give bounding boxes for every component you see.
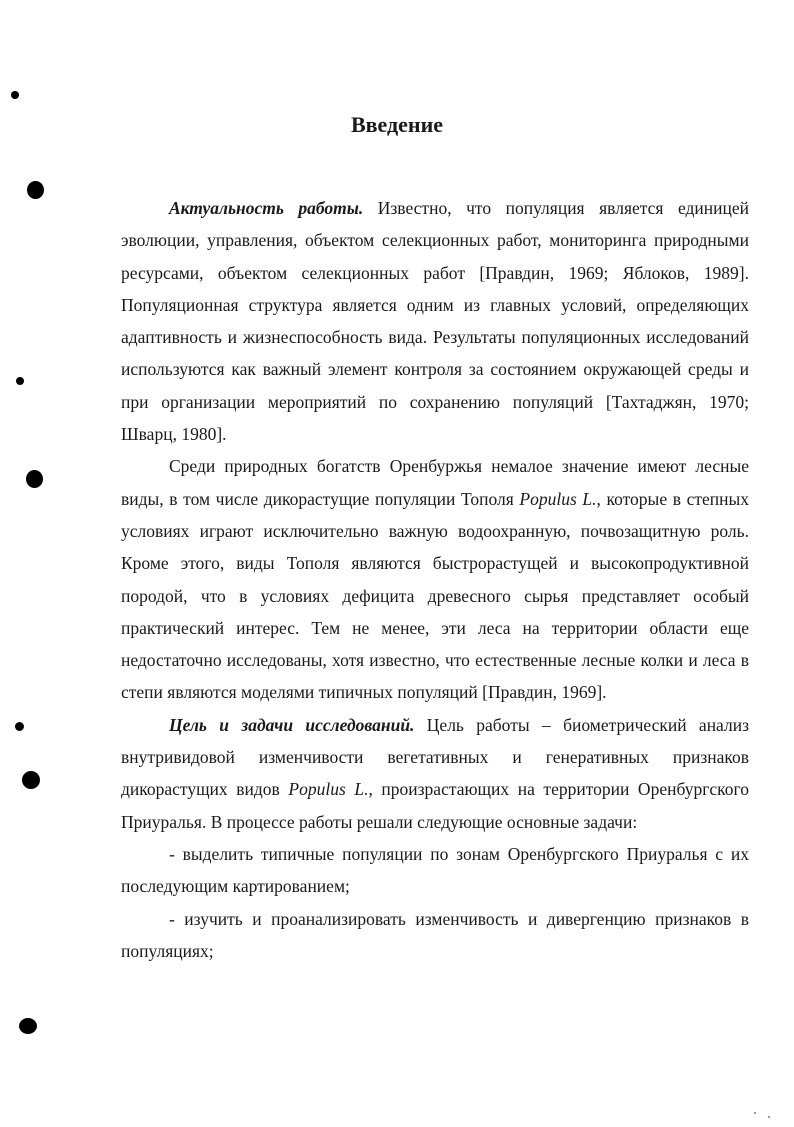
speck xyxy=(768,1116,770,1118)
speck xyxy=(754,1112,756,1114)
paragraph-text: , которые в степных условиях играют исключительно важную водоохранную, почвозащитную роль. Кроме этого, виды Тополя являются быстрорастущей и высокопродуктивной породой, что в условиях дефицита древесного сырья представляет особый практический интерес. Тем не менее, эти леса на территории области еще недостаточно исследованы, хотя известно, что естественные лесные колки и леса в степи являются моделями типичных популяций [Правдин, 1969]. xyxy=(121,488,749,703)
paragraph-text: , произрастающих на территории Оренбургского Приуралья. В процессе работы решали следующие основные задачи: xyxy=(121,779,749,832)
punch-hole xyxy=(26,470,43,488)
paragraph-text: Цель работы – биометрический анализ внутривидовой изменчивости вегетативных и генеративных признаков дикорастущих видов xyxy=(121,714,749,800)
punch-hole xyxy=(16,377,24,385)
body-text xyxy=(121,192,749,967)
task-item: - выделить типичные популяции по зонам Оренбургского Приуралья с их последующим картированием; xyxy=(121,843,749,897)
page-title: Введение xyxy=(350,112,444,137)
paragraph-text: Известно, что популяция является единицей эволюции, управления, объектом селекционных работ, мониторинга природными ресурсами, объектом селекционных работ [Правдин, 1969; Яблоков, 1989]. Популяционная структура является одним из главных условий, определяющих адаптивность и жизнеспособность вида. Результаты популяционных исследований используются как важный элемент контроля за состоянием окружающей среды и при организации мероприятий по сохранению популяций [Тахтаджян, 1970; Шварц, 1980]. xyxy=(121,198,749,445)
paragraph-lead: Цель и задачи исследований. xyxy=(169,714,415,735)
latin-name: Populus L. xyxy=(288,779,369,800)
punch-hole xyxy=(22,771,40,789)
punch-hole xyxy=(27,181,44,199)
task-item: - изучить и проанализировать изменчивость и дивергенцию признаков в популяциях; xyxy=(121,908,749,961)
paragraph-text: Среди природных богатств Оренбуржья немалое значение имеют лесные виды, в том числе дикорастущие популяции Тополя xyxy=(121,456,749,509)
paragraph-forests xyxy=(121,450,749,708)
paragraph-relevance xyxy=(121,192,749,450)
latin-name: Populus L. xyxy=(519,488,597,509)
punch-hole xyxy=(11,91,19,99)
paragraph-goals xyxy=(121,709,749,838)
punch-hole xyxy=(15,722,24,731)
paragraph-lead: Актуальность работы. xyxy=(169,198,364,218)
punch-hole xyxy=(19,1018,37,1034)
